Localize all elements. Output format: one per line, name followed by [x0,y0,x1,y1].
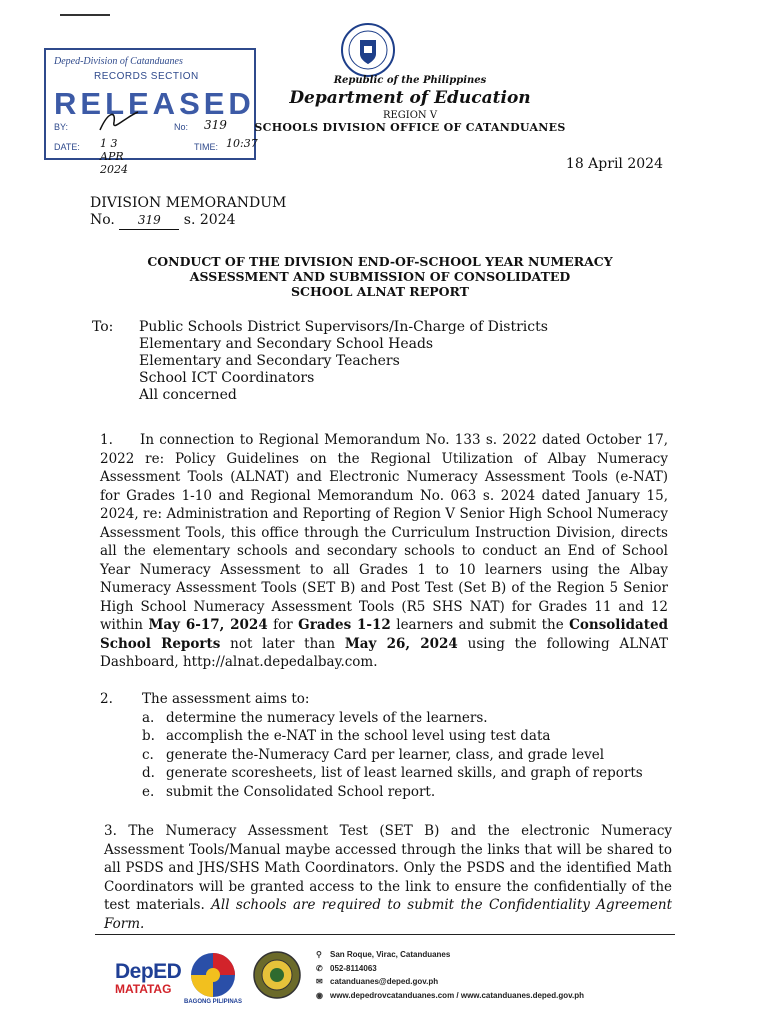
aim-item [142,783,668,802]
memo-type: DIVISION MEMORANDUM [90,195,287,211]
aim-item [142,764,668,783]
footer-contact-block [316,948,584,1002]
aim-letter: c. [142,746,154,763]
aim-text: accomplish the e-NAT in the school level using test data [166,728,551,744]
stamp-date-row [54,137,258,176]
paragraph-1-text-c: learners and submit the [396,617,564,633]
paragraph-3-italic: All schools are required to submit the Confidentiality Agreement Form. [104,897,672,932]
stamp-by-row [54,118,227,132]
recipient-list [139,319,548,404]
stamp-date-label: DATE: [54,142,80,152]
bagong-pilipinas-logo-icon [188,950,238,1004]
paragraph-1-text-e: using the following ALNAT Dashboard, http://alnat.depedalbay.com. [100,635,669,670]
republic-heading: Republic of the Philippines [333,75,487,86]
bagong-pilipinas-label: BAGONG PILIPINAS [184,999,243,1005]
paragraph-1-bold-reports: Consolidated School Reports [100,617,669,652]
recipient-item: School ICT Coordinators [139,370,315,386]
matatag-wordmark: MATATAG [115,982,172,996]
footer-phone: 052-8114063 [330,963,377,973]
paragraph-1-bold-dates: May 6-17, 2024 [148,617,268,633]
location-pin-icon: ⚲ [316,950,322,959]
paragraph-3-text: The Numeracy Assessment Test (SET B) and the electronic Numeracy Assessment Tools/Manual maybe accessed through the links that will be shared to all PSDS and JHS/SHS Math Coordinators. Only the PSDS and the identified Math Coordinators will be granted access to the link to ensure the confidentially of the test materials. [104,823,673,913]
aim-letter: a. [142,709,155,726]
aim-letter: b. [142,728,155,744]
memo-number-line [90,212,286,230]
memo-no-value: 319 [119,212,179,230]
memo-title-line2: ASSESSMENT AND SUBMISSION OF CONSOLIDATED [189,269,571,284]
aim-item [142,727,668,746]
paragraph-3 [104,822,672,933]
footer-phone-row [316,962,584,976]
stamp-time-value: 10:37 [226,137,258,150]
division-office-heading: SCHOOLS DIVISION OFFICE OF CATANDUANES [254,121,566,134]
top-pen-mark [60,14,110,16]
division-seal-icon [252,950,302,1004]
phone-icon: ✆ [316,963,323,973]
paragraph-2 [100,690,668,801]
stamp-no-value: 319 [204,118,227,132]
paragraph-1-number: 1. [100,432,113,448]
memo-title-line1: CONDUCT OF THE DIVISION END-OF-SCHOOL YEAR NUMERACY [147,254,613,269]
aim-text: submit the Consolidated School report. [166,783,436,800]
memo-title [120,254,640,299]
footer-address-row [316,948,584,962]
paragraph-2-intro: The assessment aims to: [142,691,310,707]
footer-web-row [316,989,584,1003]
paragraph-1-text-b: for [273,617,293,633]
department-heading: Department of Education [289,88,531,108]
footer-divider [95,934,675,935]
paragraph-1-bold-deadline: May 26, 2024 [344,635,458,652]
aim-text: determine the numeracy levels of the learners. [166,709,488,726]
deped-seal-icon [340,22,396,82]
aim-item [142,709,668,728]
stamp-no-label: No: [174,122,189,132]
footer-email-row [316,975,584,989]
email-icon: ✉ [316,977,323,986]
aim-item [142,746,668,765]
deped-matatag-logo [115,960,181,996]
signature-initials [94,108,144,130]
footer-address: San Roque, Virac, Catanduanes [330,950,451,959]
stamp-time-label: TIME: [194,142,218,152]
stamp-office: Deped-Division of Catanduanes [54,56,183,67]
memo-number-block [90,195,286,230]
paragraph-2-intro-row [100,690,668,709]
paragraph-1-bold-grades: Grades 1-12 [298,617,391,633]
recipient-item: Elementary and Secondary School Heads [139,336,434,352]
to-label: To: [92,319,114,335]
stamp-label: RELEASED [54,86,255,121]
deped-wordmark: DepED [115,960,182,983]
recipient-item: All concerned [139,387,237,403]
recipient-item: Elementary and Secondary Teachers [139,353,400,369]
stamp-by-label: BY: [54,122,69,132]
paragraph-2-number: 2. [100,691,113,707]
footer-email: catanduanes@deped.gov.ph [330,977,439,986]
memo-date: 18 April 2024 [565,156,663,172]
memo-no-label: No. [90,212,115,228]
paragraph-3-number: 3. [104,823,117,839]
aim-letter: d. [142,765,155,781]
aim-letter: e. [142,783,155,800]
aims-list [100,709,668,802]
paragraph-1 [100,431,668,672]
memo-series: s. 2024 [183,212,236,228]
stamp-section: RECORDS SECTION [94,71,199,82]
footer-web: www.depedrovcatanduanes.com / www.catanduanes.deped.gov.ph [330,990,584,1000]
paragraph-1-text-a: In connection to Regional Memorandum No. 133 s. 2022 dated October 17, 2022 re: Policy Guidelines on the Regional Utilization of Albay Numeracy Assessment Tools (ALNAT) and Electronic Numeracy Assessment Tools (e-NAT) for Grades 1-10 and Regional Memorandum No. 063 s. 2024 dated January 15, 2024, re: Administration and Reporting of Region V Senior High School Numeracy Assessment Tools, this office through the Curriculum Instruction Division, directs all the elementary schools and secondary schools to conduct an End of School Year Numeracy Assessment to all Grades 1 to 10 learners using the Albay Numeracy Assessment Tools (SET B) and Post Test (Set B) of the Region 5 Senior High School Numeracy Assessment Tools (R5 SHS NAT) for Grades 11 and 12 within [100,432,668,633]
region-heading: REGION V [382,110,438,121]
aim-text: generate the-Numeracy Card per learner, class, and grade level [166,746,605,763]
aim-text: generate scoresheets, list of least learned skills, and graph of reports [166,765,643,781]
globe-icon: ◉ [316,990,323,1000]
paragraph-1-text-d: not later than [230,635,336,652]
stamp-date-value: 1 3 APR 2024 [100,137,128,176]
memo-title-line3: SCHOOL ALNAT REPORT [291,284,469,299]
recipient-item: Public Schools District Supervisors/In-Charge of Districts [139,319,548,335]
